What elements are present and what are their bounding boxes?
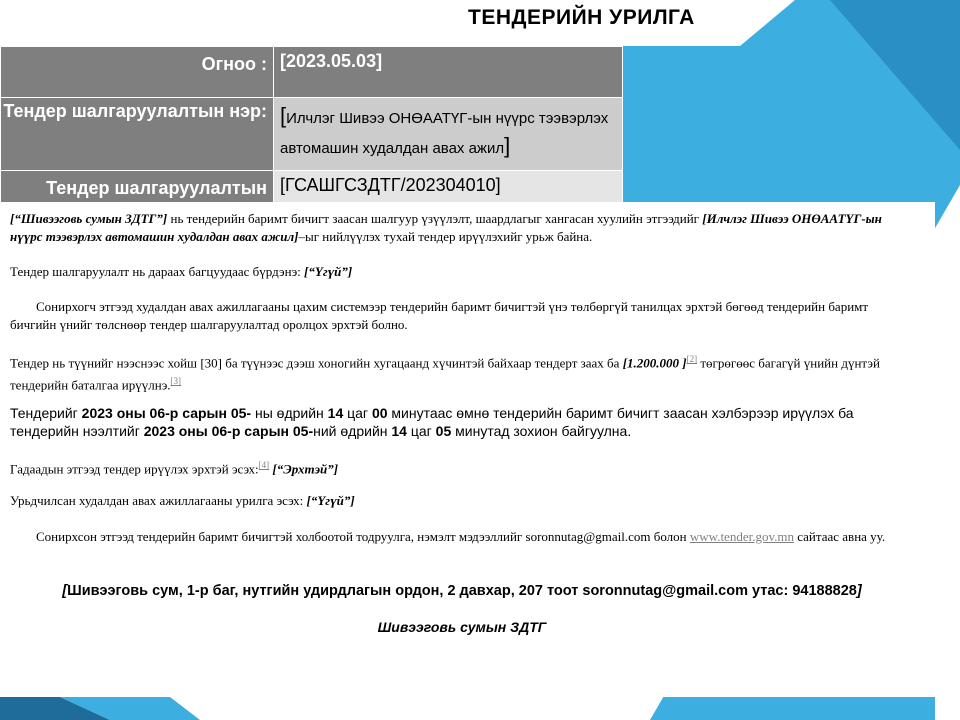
foreign-paragraph <box>10 456 914 478</box>
deadline-minute: 00 <box>371 405 388 421</box>
tender-website-link[interactable]: www.tender.gov.mn <box>689 529 794 544</box>
intro-text: нь тендерийн баримт бичигт заасан шалгуур үзүүлэлт, шаардлагыг хангасан хуулийн этгээдийг <box>167 211 703 226</box>
tender-name-value <box>274 98 623 171</box>
address-bracket-close: ] <box>856 583 862 599</box>
preliminary-text: Урьдчилсан худалдан авах ажиллагааны урилга эсэх: <box>10 493 307 508</box>
bracket-close: ] <box>504 133 511 158</box>
preliminary-value: [“Үгүй”] <box>306 493 355 508</box>
lots-value: [“Үгүй”] <box>304 264 353 279</box>
address-text: Шивээговь сум, 1-р баг, нутгийн удирдлагын ордон, 2 давхар, 207 тоот soronnutag@gmail.com утас: 94188828 <box>67 583 857 599</box>
deadline-date: 2023 оны 06-р сарын 05- <box>81 405 252 421</box>
access-paragraph: Сонирхогч этгээд худалдан авах ажиллагааны цахим системээр тендерийн баримт бичигтэй үнэ төлбөргүй танилцах эрхтэй бөгөөд тендерийн баримт бичгийн үнийг төлснөөр тендер шалгаруулалтад оролцох эрхтэй болно. <box>10 299 869 332</box>
address-bracket-open: [ <box>62 583 68 599</box>
guarantee-text-end: төгрөгөөс багагүй үнийн дүнтэй тендерийн баталгаа ирүүлнэ. <box>10 355 880 393</box>
signature: Шивээговь сумын ЗДТГ <box>377 619 547 635</box>
tender-name-label: Тендер шалгаруулалтын нэр: <box>1 98 274 171</box>
tender-code-value: [ГСАШГСЗДТГ/202304010] <box>274 171 623 208</box>
guarantee-amount: [1.200.000 ] <box>622 355 687 371</box>
deadline-text-4: минутаас өмнө тендерийн баримт бичигт заасан хэлбэрээр ирүүлэх ба тендерийн нээлтийг <box>10 405 854 439</box>
deadline-text-3: цаг <box>343 405 372 421</box>
tender-name-text: Илчлэг Шивээ ОНӨААТҮГ-ын нүүрс тээвэрлэх автомашин худалдан авах ажил <box>280 110 609 157</box>
opening-text-2: цаг <box>406 423 436 439</box>
footnote-2-link[interactable]: [2] <box>686 354 698 364</box>
deadline-paragraph <box>10 404 914 440</box>
deadline-text-2: ны өдрийн <box>251 405 328 421</box>
footnote-4-link[interactable]: [4] <box>258 460 270 470</box>
intro-end: –ыг нийлүүлэх тухай тендер ирүүлэхийг урьж байна. <box>298 229 593 244</box>
contact-text-end: сайтаас авна уу. <box>793 529 886 544</box>
date-row <box>1 47 623 98</box>
tender-info-table <box>0 46 623 208</box>
deadline-text: Тендерийг <box>10 405 82 421</box>
opening-date: 2023 оны 06-р сарын 05- <box>143 423 314 439</box>
guarantee-text: Тендер нь түүнийг нээснээс хойш [30] ба түүнээс дээш хоногийн хугацаанд хүчинтэй байхаар тендерт заах ба <box>10 355 623 371</box>
date-value: [2023.05.03] <box>274 47 623 98</box>
lots-text: Тендер шалгаруулалт нь дараах багцуудаас бүрдэнэ: <box>10 264 305 279</box>
foreign-text: Гадаадын этгээд тендер ирүүлэх эрхтэй эсэх: <box>10 461 259 477</box>
contact-paragraph <box>10 528 914 546</box>
page-title: ТЕНДЕРИЙН УРИЛГА <box>468 6 695 29</box>
opening-minute: 05 <box>435 423 452 439</box>
date-label: Огноо : <box>1 47 274 98</box>
guarantee-paragraph <box>10 350 914 395</box>
preliminary-paragraph <box>10 492 914 510</box>
tender-subject-end: ажил] <box>261 229 299 244</box>
organizer-name: [“Шивээговь сумын ЗДТГ”] <box>10 211 168 226</box>
opening-hour: 14 <box>391 423 407 439</box>
intro-paragraph <box>10 210 914 246</box>
tender-code-label: Тендер шалгаруулалтын <box>1 171 274 208</box>
bracket-open: [ <box>280 103 287 128</box>
footnote-3-link[interactable]: [3] <box>170 376 182 387</box>
deadline-hour: 14 <box>327 405 344 421</box>
lots-paragraph <box>10 263 914 281</box>
opening-text-3: минутад зохион байгуулна. <box>451 423 632 439</box>
tender-body <box>0 202 935 697</box>
address-line <box>10 582 914 600</box>
contact-text: Сонирхсон этгээд тендерийн баримт бичигтэй холбоотой тодруулга, нэмэлт мэдээллийг soronnutag@gmail.com болон <box>36 529 690 544</box>
tender-subject: [Илчлэг Шивээ ОНӨААТҮГ-ын нүүрс тээвэрлэх автомашин худалдан авах <box>10 211 882 244</box>
tender-name-row <box>1 98 623 171</box>
foreign-value: [“Эрхтэй”] <box>269 461 339 477</box>
opening-text: ний өдрийн <box>313 423 392 439</box>
